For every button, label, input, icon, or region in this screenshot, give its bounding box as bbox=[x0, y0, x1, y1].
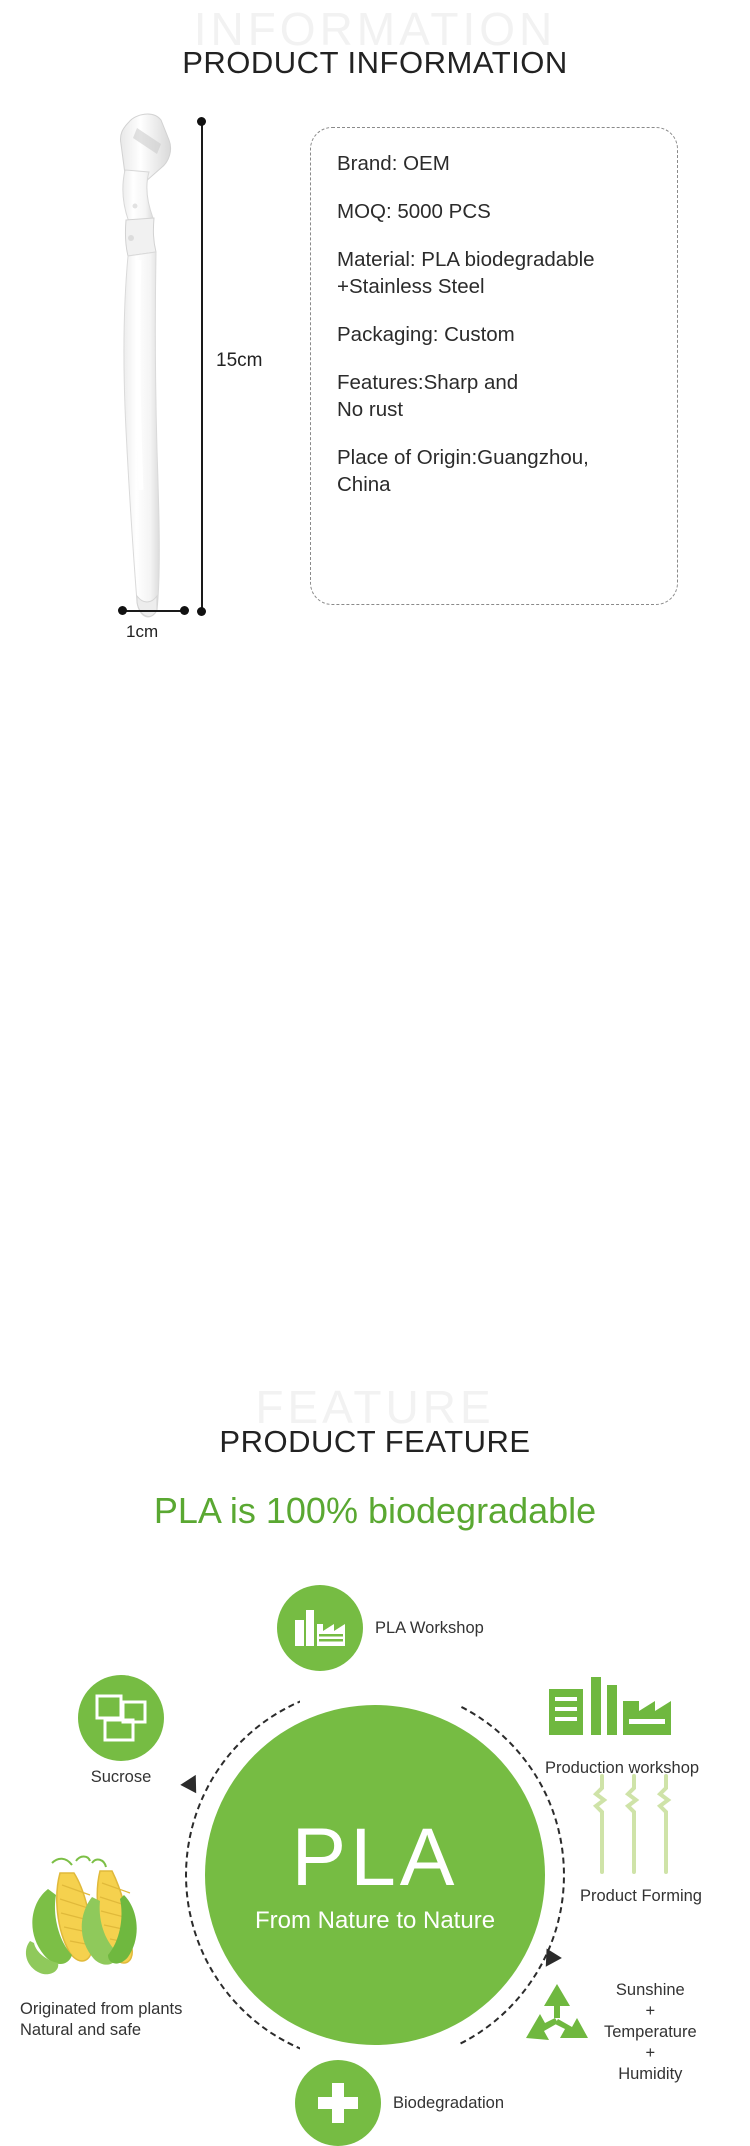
height-dimension-dot-bottom bbox=[197, 607, 206, 616]
factory-icon bbox=[277, 1585, 363, 1671]
straws-icon bbox=[580, 1772, 700, 1877]
specification-box bbox=[310, 127, 678, 605]
sugar-cubes-glyph-icon bbox=[93, 1692, 149, 1744]
factory-plain-icon bbox=[545, 1675, 675, 1747]
pla-center-circle bbox=[205, 1705, 545, 2045]
product-feature-section bbox=[0, 690, 750, 2112]
spec-moq: MOQ: 5000 PCS bbox=[337, 200, 491, 223]
node-label-originated-from-plants: Originated from plants Natural and safe bbox=[20, 2000, 183, 2039]
corn-icon bbox=[20, 1855, 225, 1990]
page-title-feature: PRODUCT FEATURE bbox=[219, 1424, 531, 1459]
feature-headline: PLA is 100% biodegradable bbox=[153, 1490, 597, 1531]
width-dimension-dot-right bbox=[180, 606, 189, 615]
width-dimension-dot-left bbox=[118, 606, 127, 615]
node-sunshine-conditions bbox=[520, 1980, 697, 2085]
page-title-information: PRODUCT INFORMATION bbox=[182, 45, 568, 80]
node-label-production-workshop: Production workshop bbox=[545, 1759, 700, 1777]
node-biodegradation bbox=[295, 2060, 504, 2146]
height-dimension-dot-top bbox=[197, 117, 206, 126]
height-dimension-label: 15cm bbox=[216, 350, 263, 371]
node-label-biodegradation: Biodegradation bbox=[393, 2093, 505, 2112]
cross-icon bbox=[295, 2060, 381, 2146]
node-pla-workshop bbox=[277, 1585, 484, 1671]
node-label-pla-workshop: PLA Workshop bbox=[375, 1618, 484, 1637]
width-dimension-label: 1cm bbox=[126, 622, 159, 641]
factory-glyph-icon bbox=[293, 1606, 347, 1650]
recycle-icon bbox=[520, 1980, 594, 2054]
spec-material: Material: PLA biodegradable +Stainless Steel bbox=[337, 248, 595, 298]
node-sucrose bbox=[78, 1675, 164, 1788]
pla-tagline: From Nature to Nature bbox=[254, 1907, 496, 1934]
width-dimension-line bbox=[122, 610, 184, 612]
spec-brand: Brand: OEM bbox=[337, 152, 450, 175]
razor-product-image bbox=[95, 110, 285, 640]
ring-gap-top bbox=[300, 1670, 460, 1710]
ghost-watermark-feature: FEATURE bbox=[255, 1381, 495, 1433]
razor-illustration-icon bbox=[95, 110, 285, 640]
node-label-sucrose: Sucrose bbox=[90, 1768, 152, 1786]
cross-glyph-icon bbox=[314, 2079, 362, 2127]
ghost-watermark-information: INFORMATION bbox=[193, 3, 557, 55]
node-originated-from-plants bbox=[20, 1855, 225, 2041]
sugar-cubes-icon bbox=[78, 1675, 164, 1761]
height-dimension-line bbox=[201, 120, 203, 612]
product-information-section bbox=[0, 0, 750, 690]
spec-features: Features:Sharp and No rust bbox=[337, 371, 519, 421]
node-label-product-forming: Product Forming bbox=[580, 1887, 702, 1905]
node-product-forming bbox=[580, 1772, 702, 1907]
spec-packaging: Packaging: Custom bbox=[337, 323, 515, 346]
node-label-sunshine-conditions: Sunshine + Temperature + Humidity bbox=[604, 1981, 697, 2083]
node-production-workshop bbox=[545, 1675, 699, 1779]
spec-origin: Place of Origin:Guangzhou, China bbox=[337, 446, 589, 496]
cycle-arrow-left-icon bbox=[180, 1771, 203, 1794]
pla-acronym: PLA bbox=[291, 1812, 459, 1903]
